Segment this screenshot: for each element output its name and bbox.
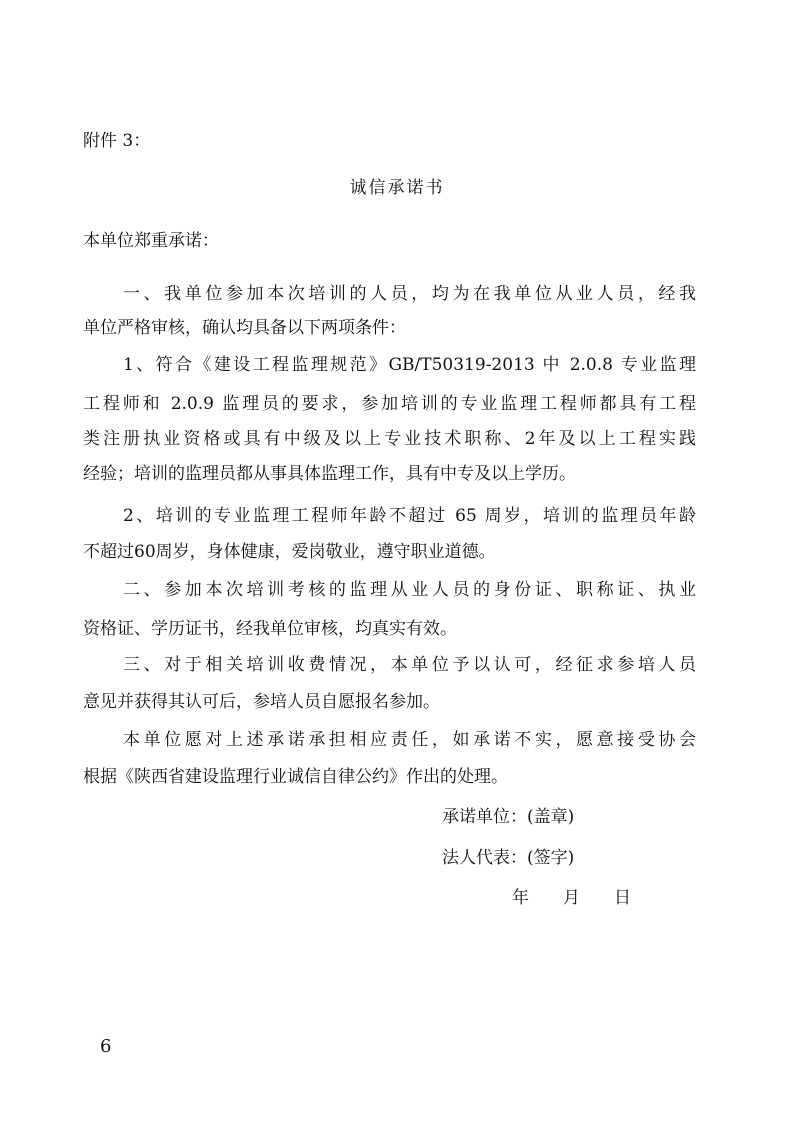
paragraph-5-line-1: 三、对于相关培训收费情况，本单位予以认可，经征求参培人员 (123, 655, 696, 675)
salutation: 本单位郑重承诺： (83, 231, 219, 251)
paragraph-2-line-4: 经验；培训的监理员都从事具体监理工作，具有中专及以上学历。 (83, 464, 576, 484)
paragraph-1-line-1: 一、我单位参加本次培训的人员，均为在我单位从业人员，经我 (123, 284, 696, 304)
document-title: 诚信承诺书 (349, 178, 445, 198)
paragraph-6-line-2: 根据《陕西省建设监理行业诚信自律公约》作出的处理。 (83, 767, 508, 787)
signature-date: 年 月 日 (512, 888, 631, 908)
pledging-unit-seal: 承诺单位：(盖章) (442, 807, 575, 827)
attachment-label: 附件 3： (83, 131, 151, 151)
paragraph-6-line-1: 本单位愿对上述承诺承担相应责任，如承诺不实，愿意接受协会 (123, 730, 696, 750)
page-number: 6 (100, 1036, 112, 1057)
paragraph-2-line-1: 1、符合《建设工程监理规范》GB/T50319-2013 中 2.0.8 专业监理 (123, 355, 696, 375)
legal-representative-signature: 法人代表：(签字) (442, 848, 575, 868)
paragraph-4-line-2: 资格证、学历证书，经我单位审核，均真实有效。 (83, 619, 457, 639)
paragraph-2-line-2: 工程师和 2.0.9 监理员的要求，参加培训的专业监理工程师都具有工程 (83, 394, 696, 414)
paragraph-2-line-3: 类注册执业资格或具有中级及以上专业技术职称、2年及以上工程实践 (83, 429, 696, 449)
paragraph-1-line-2: 单位严格审核，确认均具备以下两项条件： (83, 318, 406, 338)
paragraph-5-line-2: 意见并获得其认可后，参培人员自愿报名参加。 (83, 692, 440, 712)
paragraph-3-line-1: 2、培训的专业监理工程师年龄不超过 65 周岁，培训的监理员年龄 (123, 506, 696, 526)
paragraph-3-line-2: 不超过60周岁，身体健康，爱岗敬业，遵守职业道德。 (83, 542, 496, 562)
paragraph-4-line-1: 二、参加本次培训考核的监理从业人员的身份证、职称证、执业 (123, 580, 696, 600)
